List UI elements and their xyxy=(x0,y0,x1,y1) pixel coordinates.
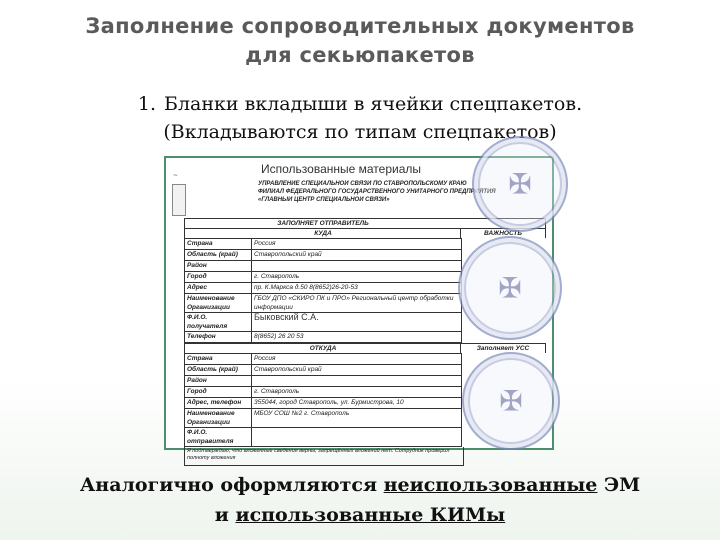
item-line-1: Бланки вкладыши в ячейки спецпакетов. xyxy=(164,93,583,115)
table-row: Страна Россия xyxy=(185,354,462,365)
document-marker: ~ xyxy=(173,172,179,179)
attachment-icon xyxy=(172,184,186,216)
title-line-1: Заполнение сопроводительных документов xyxy=(85,14,635,38)
underlined-used-kim: использованные КИМы xyxy=(235,504,506,526)
table-row: Адрес, телефон 355044, город Ставрополь, ул. Бурмистрова, 10 xyxy=(185,398,462,409)
table-row: Ф.И.О. получателя Быковский С.А. xyxy=(185,313,462,332)
from-section-header: ОТКУДА Заполняет УСС xyxy=(184,343,546,353)
footer-text: Аналогично оформляются неиспользованные ЭМ и использованные КИМы xyxy=(79,474,641,526)
item-number: 1. xyxy=(137,93,157,115)
underlined-unused: неиспользованные xyxy=(383,474,598,496)
table-row: Ф.И.О. отправителя xyxy=(185,428,462,447)
table-row: Область (край) Ставропольский край xyxy=(185,365,462,376)
from-table xyxy=(184,353,462,447)
document-label: Использованные материалы xyxy=(261,162,422,176)
seal-stamp xyxy=(472,136,568,232)
table-row: Телефон 8(8652) 26 20 53 xyxy=(185,332,462,343)
table-row: Наименование Организации ГБОУ ДПО «СКИРО ПК и ПРО» Региональный центр обработки информации xyxy=(185,294,462,313)
usps-fill-label: Заполняет УСС xyxy=(460,344,545,353)
eagle-emblem-icon: ✠ xyxy=(508,167,532,201)
title-line-2: для секьюпакетов xyxy=(245,43,475,67)
seal-stamp xyxy=(458,236,562,340)
table-row: Город г. Ставрополь xyxy=(185,272,462,283)
eagle-emblem-icon: ✠ xyxy=(498,271,522,305)
item-line-2: (Вкладываются по типам спецпакетов) xyxy=(163,121,557,143)
table-row: Страна Россия xyxy=(185,239,462,250)
eagle-emblem-icon: ✠ xyxy=(499,384,523,418)
header-line: УПРАВЛЕНИЕ СПЕЦИАЛЬНОЙ СВЯЗИ ПО СТАВРОПОЛЬСКОМУ КРАЮ xyxy=(258,181,467,187)
to-table xyxy=(184,238,462,343)
sender-title: ЗАПОЛНЯЕТ ОТПРАВИТЕЛЬ xyxy=(184,218,546,228)
table-row: Город г. Ставрополь xyxy=(185,387,462,398)
header-line: ФИЛИАЛ ФЕДЕРАЛЬНОГО ГОСУДАРСТВЕННОГО УНИТАРНОГО ПРЕДПРИЯТИЯ xyxy=(258,189,496,195)
table-row: Район xyxy=(185,261,462,272)
header-line: «ГЛАВНЫЙ ЦЕНТР СПЕЦИАЛЬНОЙ СВЯЗИ» xyxy=(258,197,390,203)
table-row: Наименование Организации МБОУ СОШ №2 г. Ставрополь xyxy=(185,409,462,428)
table-row: Адрес пр. К.Маркса д.50 8(8652)26-20-53 xyxy=(185,283,462,294)
to-section-header: КУДА ВАЖНОСТЬ xyxy=(184,228,546,238)
slide-title xyxy=(0,12,720,70)
table-row: Область (край) Ставропольский край xyxy=(185,250,462,261)
table-row: Район xyxy=(185,376,462,387)
confirmation-note: Я подтверждаю, что вложенные сведения верны, запрещённых вложений нет. Сотрудник проверил полноту вложения xyxy=(184,447,464,466)
list-item xyxy=(0,90,720,146)
importance-label: ВАЖНОСТЬ xyxy=(460,229,545,238)
seal-stamp xyxy=(462,352,560,450)
